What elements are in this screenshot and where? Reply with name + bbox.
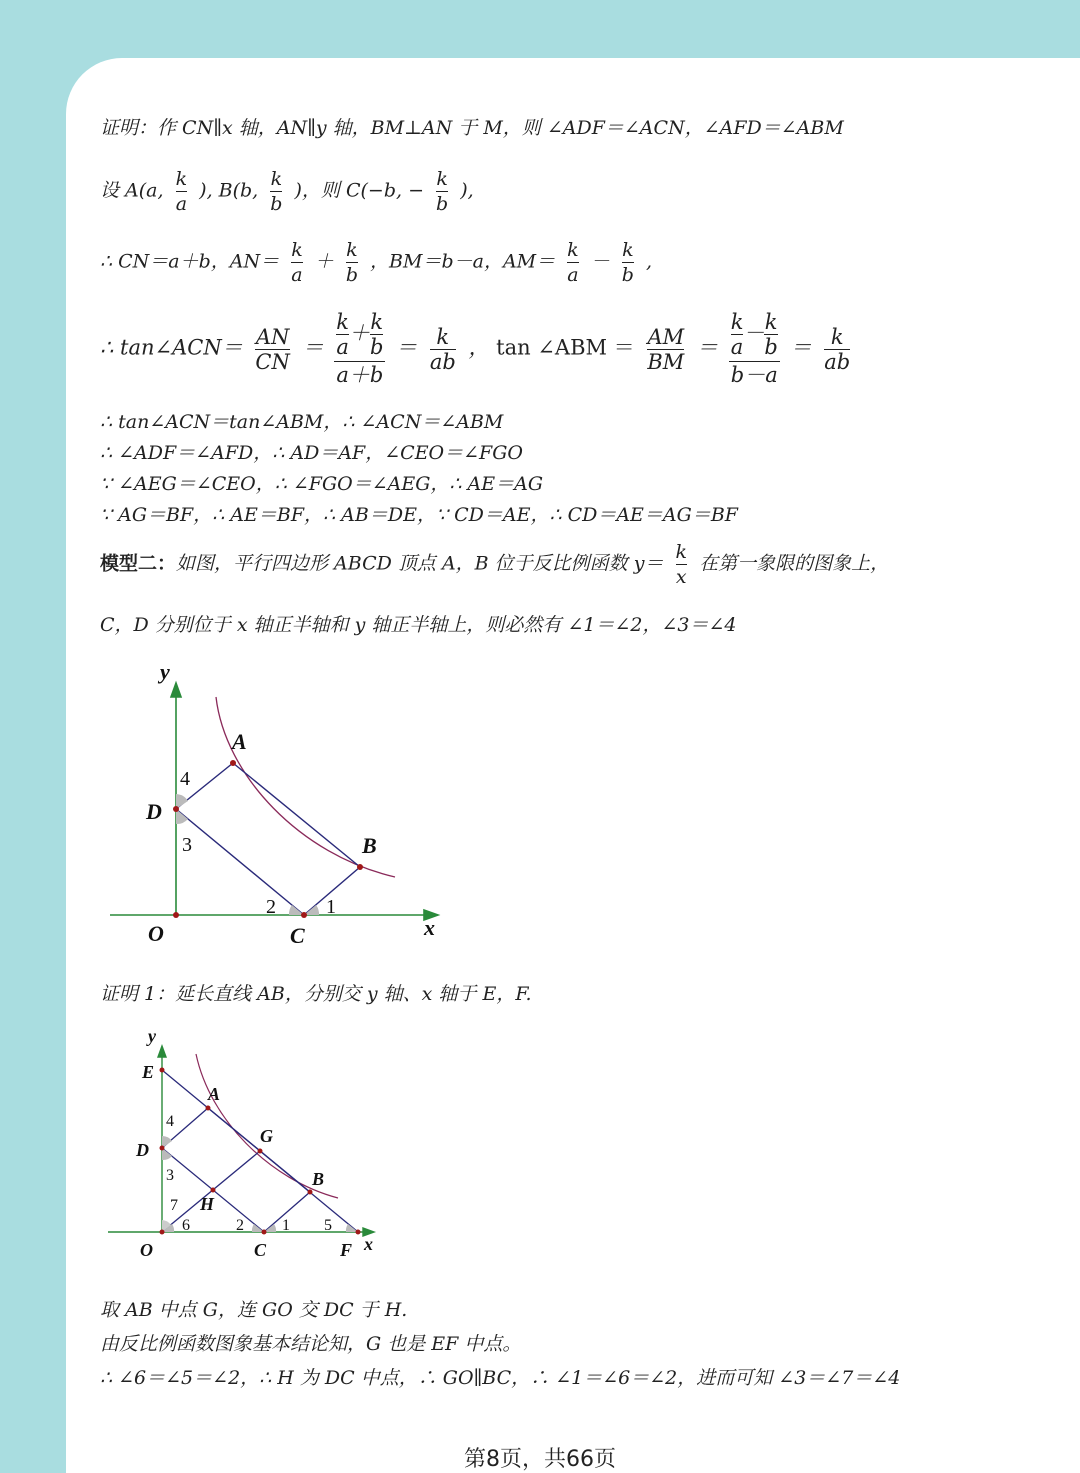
point-c bbox=[262, 1230, 267, 1235]
fraction: $\frac{k}{b}$ bbox=[270, 168, 283, 215]
text: ＝ bbox=[396, 335, 418, 360]
label-g: G bbox=[260, 1126, 273, 1146]
label-angle-4: 4 bbox=[166, 1113, 174, 1130]
proof-line-13: 由反比例函数图象基本结论知，G 也是 EF 中点。 bbox=[100, 1333, 522, 1355]
label-angle-7: 7 bbox=[170, 1197, 178, 1214]
point-d bbox=[173, 806, 179, 812]
text: ＋ bbox=[314, 250, 334, 273]
fraction: $\frac{k}{ab}$ bbox=[824, 324, 851, 374]
point-o bbox=[160, 1230, 165, 1235]
label-o: O bbox=[148, 921, 164, 946]
text: － bbox=[590, 250, 610, 273]
text: , bbox=[646, 250, 653, 273]
label-h: H bbox=[200, 1194, 215, 1214]
text: ， bbox=[468, 335, 490, 360]
fraction: $\frac{AN}{CN}$ bbox=[255, 324, 290, 374]
label-angle-6: 6 bbox=[182, 1217, 190, 1234]
page-footer: 第8页，共66页 bbox=[464, 1447, 616, 1472]
model-two-statement bbox=[100, 540, 889, 589]
point-c bbox=[301, 912, 307, 918]
model-title: 模型二： bbox=[100, 552, 177, 575]
point-b bbox=[357, 864, 363, 870]
label-e: E bbox=[142, 1062, 155, 1082]
label-angle-2: 2 bbox=[266, 896, 276, 918]
proof-1-intro: 证明 1：延长直线 AB，分别交 y 轴、x 轴于 E，F. bbox=[100, 983, 532, 1005]
text: ＝ bbox=[302, 335, 324, 360]
label-d: D bbox=[146, 799, 162, 824]
fraction: $\frac{k}{a}$ bbox=[291, 239, 303, 286]
point-h bbox=[211, 1188, 216, 1193]
label-x: x bbox=[424, 915, 435, 940]
label-angle-5: 5 bbox=[324, 1217, 332, 1234]
text: ∴ CN＝a＋b，AN＝ bbox=[100, 250, 280, 273]
y-axis-arrow bbox=[158, 1046, 166, 1057]
fraction: $\frac{k}{b}$ bbox=[345, 239, 358, 286]
label-c: C bbox=[254, 1240, 267, 1260]
y-axis-arrow bbox=[171, 683, 181, 697]
text: tan ∠ABM ＝ bbox=[496, 335, 635, 360]
proof-line-3 bbox=[100, 238, 652, 287]
label-angle-1: 1 bbox=[282, 1217, 290, 1234]
text: ＝ bbox=[790, 335, 812, 360]
fraction: $\frac{k}{b}$ bbox=[436, 168, 449, 215]
complex-fraction: $\frac{k}{a}$ － $\frac{k}{b}$ b－a bbox=[730, 310, 778, 387]
fraction: $\frac{k}{x}$ bbox=[675, 541, 688, 588]
label-angle-4: 4 bbox=[180, 768, 190, 790]
complex-fraction: $\frac{k}{a}$ ＋ $\frac{k}{b}$ a＋b bbox=[336, 310, 384, 387]
point-g bbox=[258, 1149, 263, 1154]
fraction: $\frac{AM}{BM}$ bbox=[647, 324, 685, 374]
figure-2 bbox=[100, 1020, 390, 1265]
fraction: $\frac{k}{a}$ bbox=[567, 239, 579, 286]
text: ∴ tan∠ACN＝ bbox=[100, 335, 243, 360]
text: 在第一象限的图象上， bbox=[699, 552, 890, 575]
point-a bbox=[206, 1106, 211, 1111]
label-angle-1: 1 bbox=[326, 896, 336, 918]
label-angle-3: 3 bbox=[166, 1167, 174, 1184]
fraction: $\frac{k}{b}$ bbox=[621, 239, 634, 286]
proof-line-12: 取 AB 中点 G，连 GO 交 DC 于 H. bbox=[100, 1299, 408, 1321]
point-b bbox=[308, 1190, 313, 1195]
text: ), bbox=[460, 179, 474, 202]
label-angle-2: 2 bbox=[236, 1217, 244, 1234]
label-d: D bbox=[136, 1140, 149, 1160]
label-c: C bbox=[290, 923, 305, 948]
text: ), B(b, bbox=[199, 179, 259, 202]
label-a: A bbox=[208, 1084, 221, 1104]
label-y: y bbox=[160, 659, 170, 684]
proof-line-8: ∵ AG＝BF，∴ AE＝BF，∴ AB＝DE，∵ CD＝AE，∴ CD＝AE＝AG＝BF bbox=[100, 504, 738, 526]
text: )，则 C(−b, − bbox=[294, 179, 424, 202]
parallelogram bbox=[176, 763, 360, 915]
label-f: F bbox=[340, 1240, 353, 1260]
text: ＝ bbox=[697, 335, 718, 360]
proof-line-5: ∴ tan∠ACN＝tan∠ABM，∴ ∠ACN＝∠ABM bbox=[100, 411, 504, 433]
fraction: $\frac{k}{ab}$ bbox=[429, 324, 456, 374]
proof-line-6: ∴ ∠ADF＝∠AFD，∴ AD＝AF，∠CEO＝∠FGO bbox=[100, 442, 523, 464]
proof-line-14: ∴ ∠6＝∠5＝∠2，∴ H 为 DC 中点，∴ GO∥BC，∴ ∠1＝∠6＝∠2，进而可知 ∠3＝∠7＝∠4 bbox=[100, 1367, 901, 1389]
point-a bbox=[230, 760, 236, 766]
model-two-conclusion: C，D 分别位于 x 轴正半轴和 y 轴正半轴上，则必然有 ∠1＝∠2，∠3＝∠4 bbox=[100, 614, 737, 636]
point-d bbox=[160, 1146, 165, 1151]
text: 设 A(a, bbox=[100, 179, 164, 202]
label-x: x bbox=[364, 1234, 373, 1254]
text: 如图，平行四边形 ABCD 顶点 A，B 位于反比例函数 y＝ bbox=[176, 552, 664, 575]
label-angle-3: 3 bbox=[182, 834, 192, 856]
label-a: A bbox=[232, 729, 247, 754]
text: ，BM＝b－a，AM＝ bbox=[370, 250, 556, 273]
label-b: B bbox=[312, 1169, 325, 1189]
label-y: y bbox=[148, 1026, 156, 1046]
point-f bbox=[356, 1230, 361, 1235]
label-o: O bbox=[140, 1240, 153, 1260]
proof-line-4 bbox=[100, 310, 856, 388]
figure-1 bbox=[100, 655, 460, 955]
proof-line-7: ∵ ∠AEG＝∠CEO，∴ ∠FGO＝∠AEG，∴ AE＝AG bbox=[100, 473, 544, 495]
proof-line-1: 证明：作 CN∥x 轴，AN∥y 轴，BM⊥AN 于 M，则 ∠ADF＝∠ACN，∠AFD＝∠ABM bbox=[100, 117, 844, 139]
proof-line-2 bbox=[100, 167, 474, 216]
point-o bbox=[173, 912, 179, 918]
fraction: $\frac{k}{a}$ bbox=[175, 168, 188, 215]
label-b: B bbox=[362, 833, 377, 858]
point-e bbox=[160, 1068, 165, 1073]
